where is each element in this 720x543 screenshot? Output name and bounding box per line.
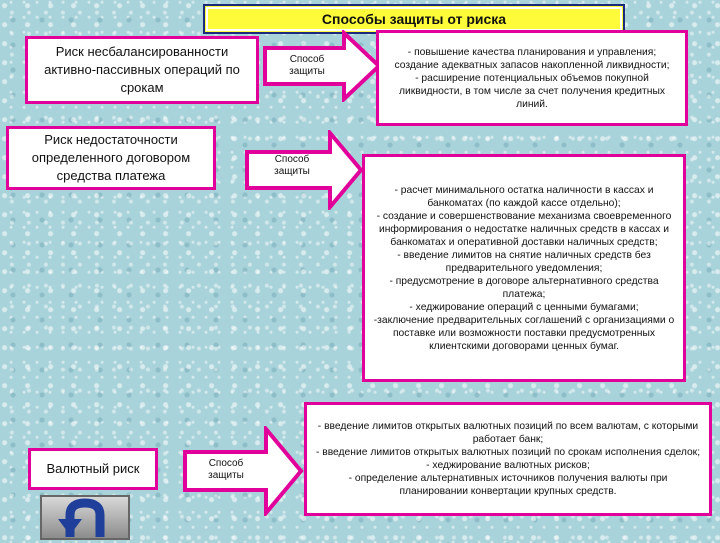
methods-box-1: [376, 30, 688, 126]
method-item: - расчет минимального остатка наличности в кассах и банкоматах (по каждой кассе отдельно);: [394, 184, 654, 209]
method-item: - предусмотрение в договоре альтернативного средства платежа;: [389, 275, 659, 300]
method-item: - введение лимитов открытых валютных позиций по всем валютам, с которыми работает банк;: [317, 421, 699, 445]
u-turn-back-arrow-icon: [42, 497, 128, 538]
risk-label: Валютный риск: [46, 461, 140, 476]
methods-box-3: [304, 402, 712, 516]
page-title: Способы защиты от риска: [203, 4, 625, 34]
method-item: - расширение потенциальных объемов покупной ликвидности, в том числе за счет получения кредитных линий.: [398, 72, 665, 110]
back-button[interactable]: [40, 495, 130, 540]
risk-label: Риск недостаточности определенного договором средства платежа: [31, 132, 191, 183]
method-item: - создание и совершенствование механизма своевременного информирования о недостатке наличных средств в кассах и банкоматах и оперативной доставки наличных средств;: [376, 210, 672, 248]
method-item: - определение альтернативных источников получения валюты при планировании конвертации крупных средств.: [348, 473, 668, 497]
method-item: - хеджирование валютных рисков;: [426, 460, 590, 471]
arrow-label: Способ защиты: [289, 54, 325, 77]
methods-box-2: [362, 154, 686, 382]
arrow-label: Способ защиты: [208, 458, 244, 481]
method-item: -заключение предварительных соглашений с организациями о поставке или возможности поставки предусмотренных клиентскими договорами ценных бумаг.: [373, 314, 675, 352]
risk-label: Риск несбалансированности активно-пассивных операций по срокам: [44, 44, 240, 95]
method-item: создание адекватных запасов накопленной ликвидности;: [394, 59, 670, 71]
method-item: - хеджирование операций с ценными бумагами;: [409, 301, 639, 313]
method-item: - повышение качества планирования и управления;: [407, 46, 657, 58]
risk-box-payment-means: [6, 126, 216, 190]
method-item: - введение лимитов на снятие наличных средств без предварительного уведомления;: [397, 249, 651, 274]
risk-box-currency: [28, 448, 158, 490]
arrow-label: Способ защиты: [274, 154, 310, 177]
method-item: - введение лимитов открытых валютных позиций по срокам исполнения сделок;: [315, 447, 701, 458]
risk-box-liquidity-mismatch: [25, 36, 259, 104]
